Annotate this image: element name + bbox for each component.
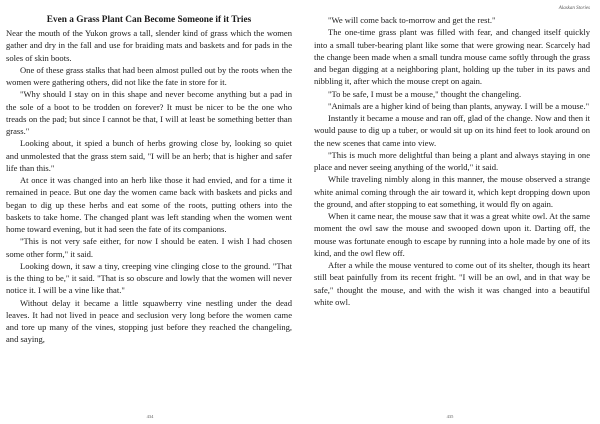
paragraph: "We will come back to-morrow and get the rest." [328, 15, 496, 25]
right-page [300, 0, 600, 424]
paragraph: After a while the mouse ventured to come out of its shelter, though its heart still beat painfully from its recent fright. "I will be an owl, and in that way be safe," thought the mouse, and with the wish it was changed into a beautiful white owl. [314, 260, 590, 307]
paragraph: The one-time grass plant was filled with fear, and changed itself quickly into a small tuber-bearing plant like some that were growing near. Scarcely had the change been made when a small tundra mouse came softly through the grass and began digging at a neighboring plant, holding up the tuber in its paws and nibbling it, after which the mouse crept on again. [314, 27, 590, 87]
paragraph: Instantly it became a mouse and ran off, glad of the change. Now and then it would pause to dig up a tuber, or would sit up on its hind feet to look around on the new scenes that came into view. [314, 113, 590, 148]
paragraph: "This is much more delightful than being a plant and always staying in one place and never seeing anything of the world," it said. [314, 149, 590, 172]
paragraph: "Why should I stay on in this shape and never become anything but a pad in the sole of a boot to be trodden on forever? It must be nicer to be the one who treads on the pad; but since I cannot be that, I will at least be something better than grass." [6, 89, 292, 136]
paragraph: At once it was changed into an herb like those it had envied, and for a time it remained in peace. But one day the women came back with baskets and picks and began to dig up these herbs and eat some of the roots, putting others into the baskets to take home. The changed plant was left standing when the women went home toward evening, but it had seen the fate of its companions. [6, 175, 292, 234]
paragraph: While traveling nimbly along in this manner, the mouse observed a strange white animal coming through the air toward it, which kept dropping down upon the ground, and after stopping to eat something, it would fly on again. [314, 174, 590, 209]
running-head: Alaskan Stories [558, 6, 590, 11]
paragraph: "To be safe, I must be a mouse," thought the changeling. [328, 88, 522, 99]
page-number: 434 [146, 414, 154, 419]
paragraph: Without delay it became a little squawberry vine nestling under the dead leaves. It had not lived in peace and seclusion very long before the women came and tore up many of the vines, stopping just before they reached the changeling, and saying, [6, 297, 292, 345]
paragraph: One of these grass stalks that had been almost pulled out by the roots when the women were gathering others, did not like the fate in store for it. [6, 64, 292, 87]
story-title: Even a Grass Plant Can Become Someone if it Tries [46, 15, 252, 25]
page-number: 435 [446, 414, 454, 419]
paragraph: "Animals are a higher kind of being than plants, anyway. I will be a mouse." [328, 100, 590, 111]
paragraph: Looking down, it saw a tiny, creeping vine clinging close to the ground. "That is the thing to be," it said. "That is so obscure and lowly that the women will never notice it. I will be a vine like that." [6, 260, 292, 296]
paragraph: Looking about, it spied a bunch of herbs growing close by, looking so quiet and unmolested that the grass stem said, "I will be an herb; that is higher and safer life than this." [6, 138, 292, 173]
paragraph: Near the mouth of the Yukon grows a tall, slender kind of grass which the women gather and dry in the fall and use for braiding mats and baskets and for pads in the soles of skin boots. [6, 28, 292, 63]
paragraph: When it came near, the mouse saw that it was a great white owl. At the same moment the owl saw the mouse and swooped down upon it. Darting off, the mouse was fortunate enough to escape by running into a hole made by one of its kind, and the owl flew off. [314, 211, 590, 258]
paragraph: "This is not very safe either, for now I should be eaten. I wish I had chosen some other form," it said. [6, 236, 292, 259]
